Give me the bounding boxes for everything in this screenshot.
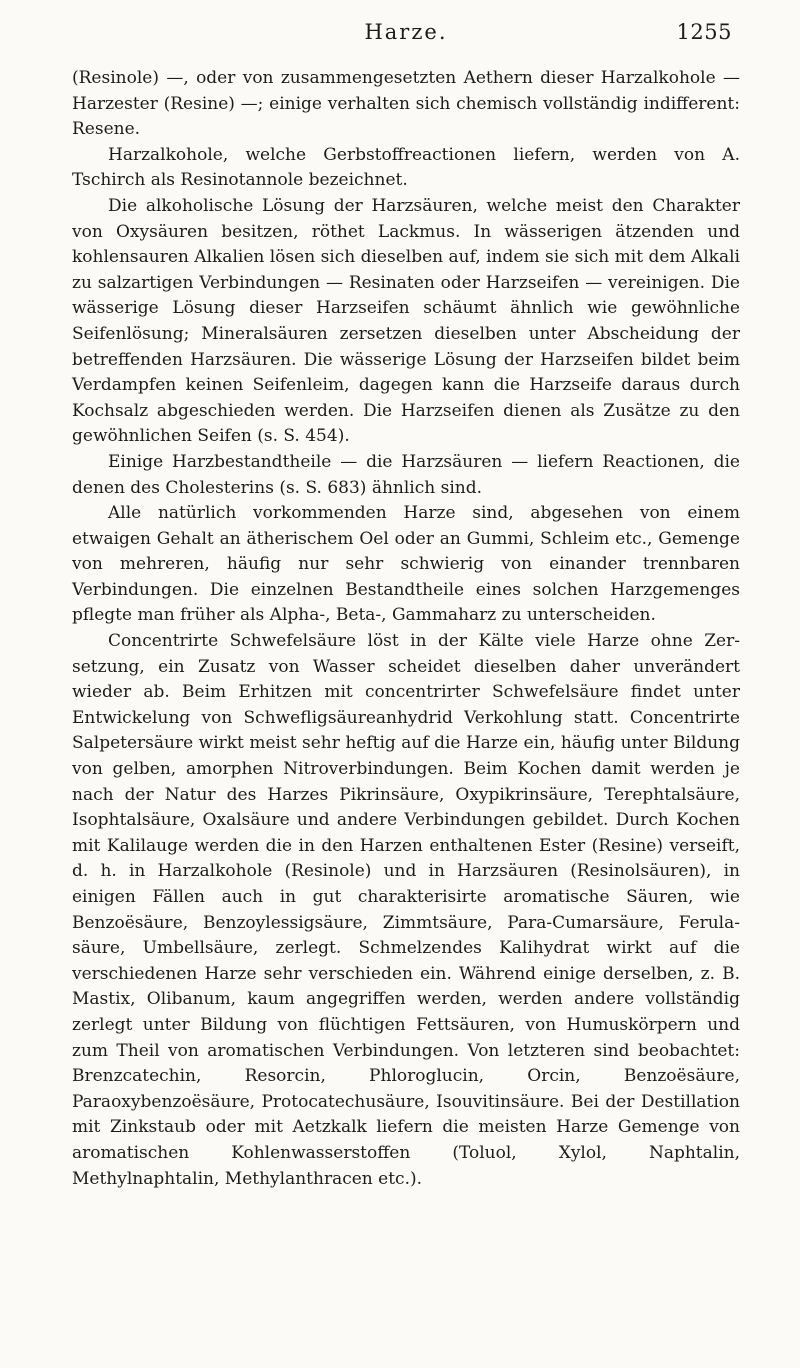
paragraph-4: Einige Harzbestandtheile — die Harzsäuren — liefern Reactionen, die denen des Cholesterins (s. S. 683) ähnlich sind. — [72, 451, 740, 498]
paragraph-5: Alle natürlich vorkommenden Harze sind, abgesehen von einem etwaigen Gehalt an ätherischem Oel oder an Gummi, Schleim etc., Gemenge von mehreren, häufig nur sehr schwierig von einander trennbaren Verbindungen. Die einzelnen Bestandtheile eines solchen Harzgemenges pflegte man früher als Alpha-, Beta-, Gammaharz zu unterscheiden. — [72, 503, 740, 626]
running-title: Harze. — [364, 20, 448, 44]
paragraph-6: Concentrirte Schwefelsäure löst in der Kälte viele Harze ohne Zersetzung, ein Zusatz von Wasser scheidet dieselben daher unverändert wieder ab. Beim Erhitzen mit concentrirter Schwefelsäure findet unter Entwickelung von Schwefligsäureanhydrid Verkohlung statt. Concentrirte Salpetersäure wirkt meist sehr heftig auf die Harze ein, häufig unter Bildung von gelben, amorphen Nitroverbindungen. Beim Kochen damit werden je nach der Natur des Harzes Pikrinsäure, Oxypikrinsäure, Terephtalsäure, Isophtalsäure, Oxalsäure und andere Verbindungen gebildet. Durch Kochen mit Kalilauge werden die in den Harzen enthaltenen Ester (Resine) verseift, d. h. in Harzalkohole (Resinole) und in Harzsäuren (Resinolsäuren), in einigen Fällen auch in gut charakterisirte aromatische Säuren, wie Benzoësäure, Benzoylessigsäure, Zimmtsäure, Para-Cumarsäure, Ferulasäure, Umbellsäure, zerlegt. Schmelzendes Kalihydrat wirkt auf die verschiedenen Harze sehr verschieden ein. Während einige derselben, z. B. Mastix, Olibanum, kaum angegriffen werden, werden andere vollständig zerlegt unter Bildung von flüchtigen Fettsäuren, von Humuskörpern und zum Theil von aromatischen Verbindungen. Von letzteren sind beobachtet: Brenzcatechin, Resorcin, Phloroglucin, Orcin, Benzoësäure, Paraoxybenzoësäure, Protocatechusäure, Isouvitinsäure. Bei der Destillation mit Zinkstaub oder mit Aetzkalk liefern die meisten Harze Gemenge von aromatischen Kohlenwasserstoffen (Toluol, Xylol, Naphtalin, Methylnaphtalin, Methylanthracen etc.). — [72, 631, 740, 1189]
body-text — [72, 66, 740, 1192]
paragraph-1: (Resinole) —, oder von zusammengesetzten Aethern dieser Harzalkohole — Harzester (Resine) —; einige verhalten sich chemisch vollständig indifferent: Resene. — [72, 68, 740, 140]
paragraph-2: Harzalkohole, welche Gerbstoffreactionen liefern, werden von A. Tschirch als Resinotannole bezeichnet. — [72, 144, 740, 191]
page-header — [72, 18, 740, 54]
page-number: 1255 — [676, 20, 732, 44]
paragraph-3: Die alkoholische Lösung der Harzsäuren, welche meist den Charakter von Oxysäuren besitzen, röthet Lackmus. In wässerigen ätzenden und kohlensauren Alkalien lösen sich dieselben auf, indem sie sich mit dem Alkali zu salzartigen Verbindungen — Resinaten oder Harzseifen — vereinigen. Die wässerige Lösung dieser Harzseifen schäumt ähnlich wie gewöhnliche Seifenlösung; Mineralsäuren zersetzen dieselben unter Abscheidung der betreffenden Harzsäuren. Die wässerige Lösung der Harzseifen bildet beim Verdampfen keinen Seifenleim, dagegen kann die Harzseife daraus durch Kochsalz abgeschieden werden. Die Harzseifen dienen als Zusätze zu den gewöhnlichen Seifen (s. S. 454). — [72, 195, 740, 447]
